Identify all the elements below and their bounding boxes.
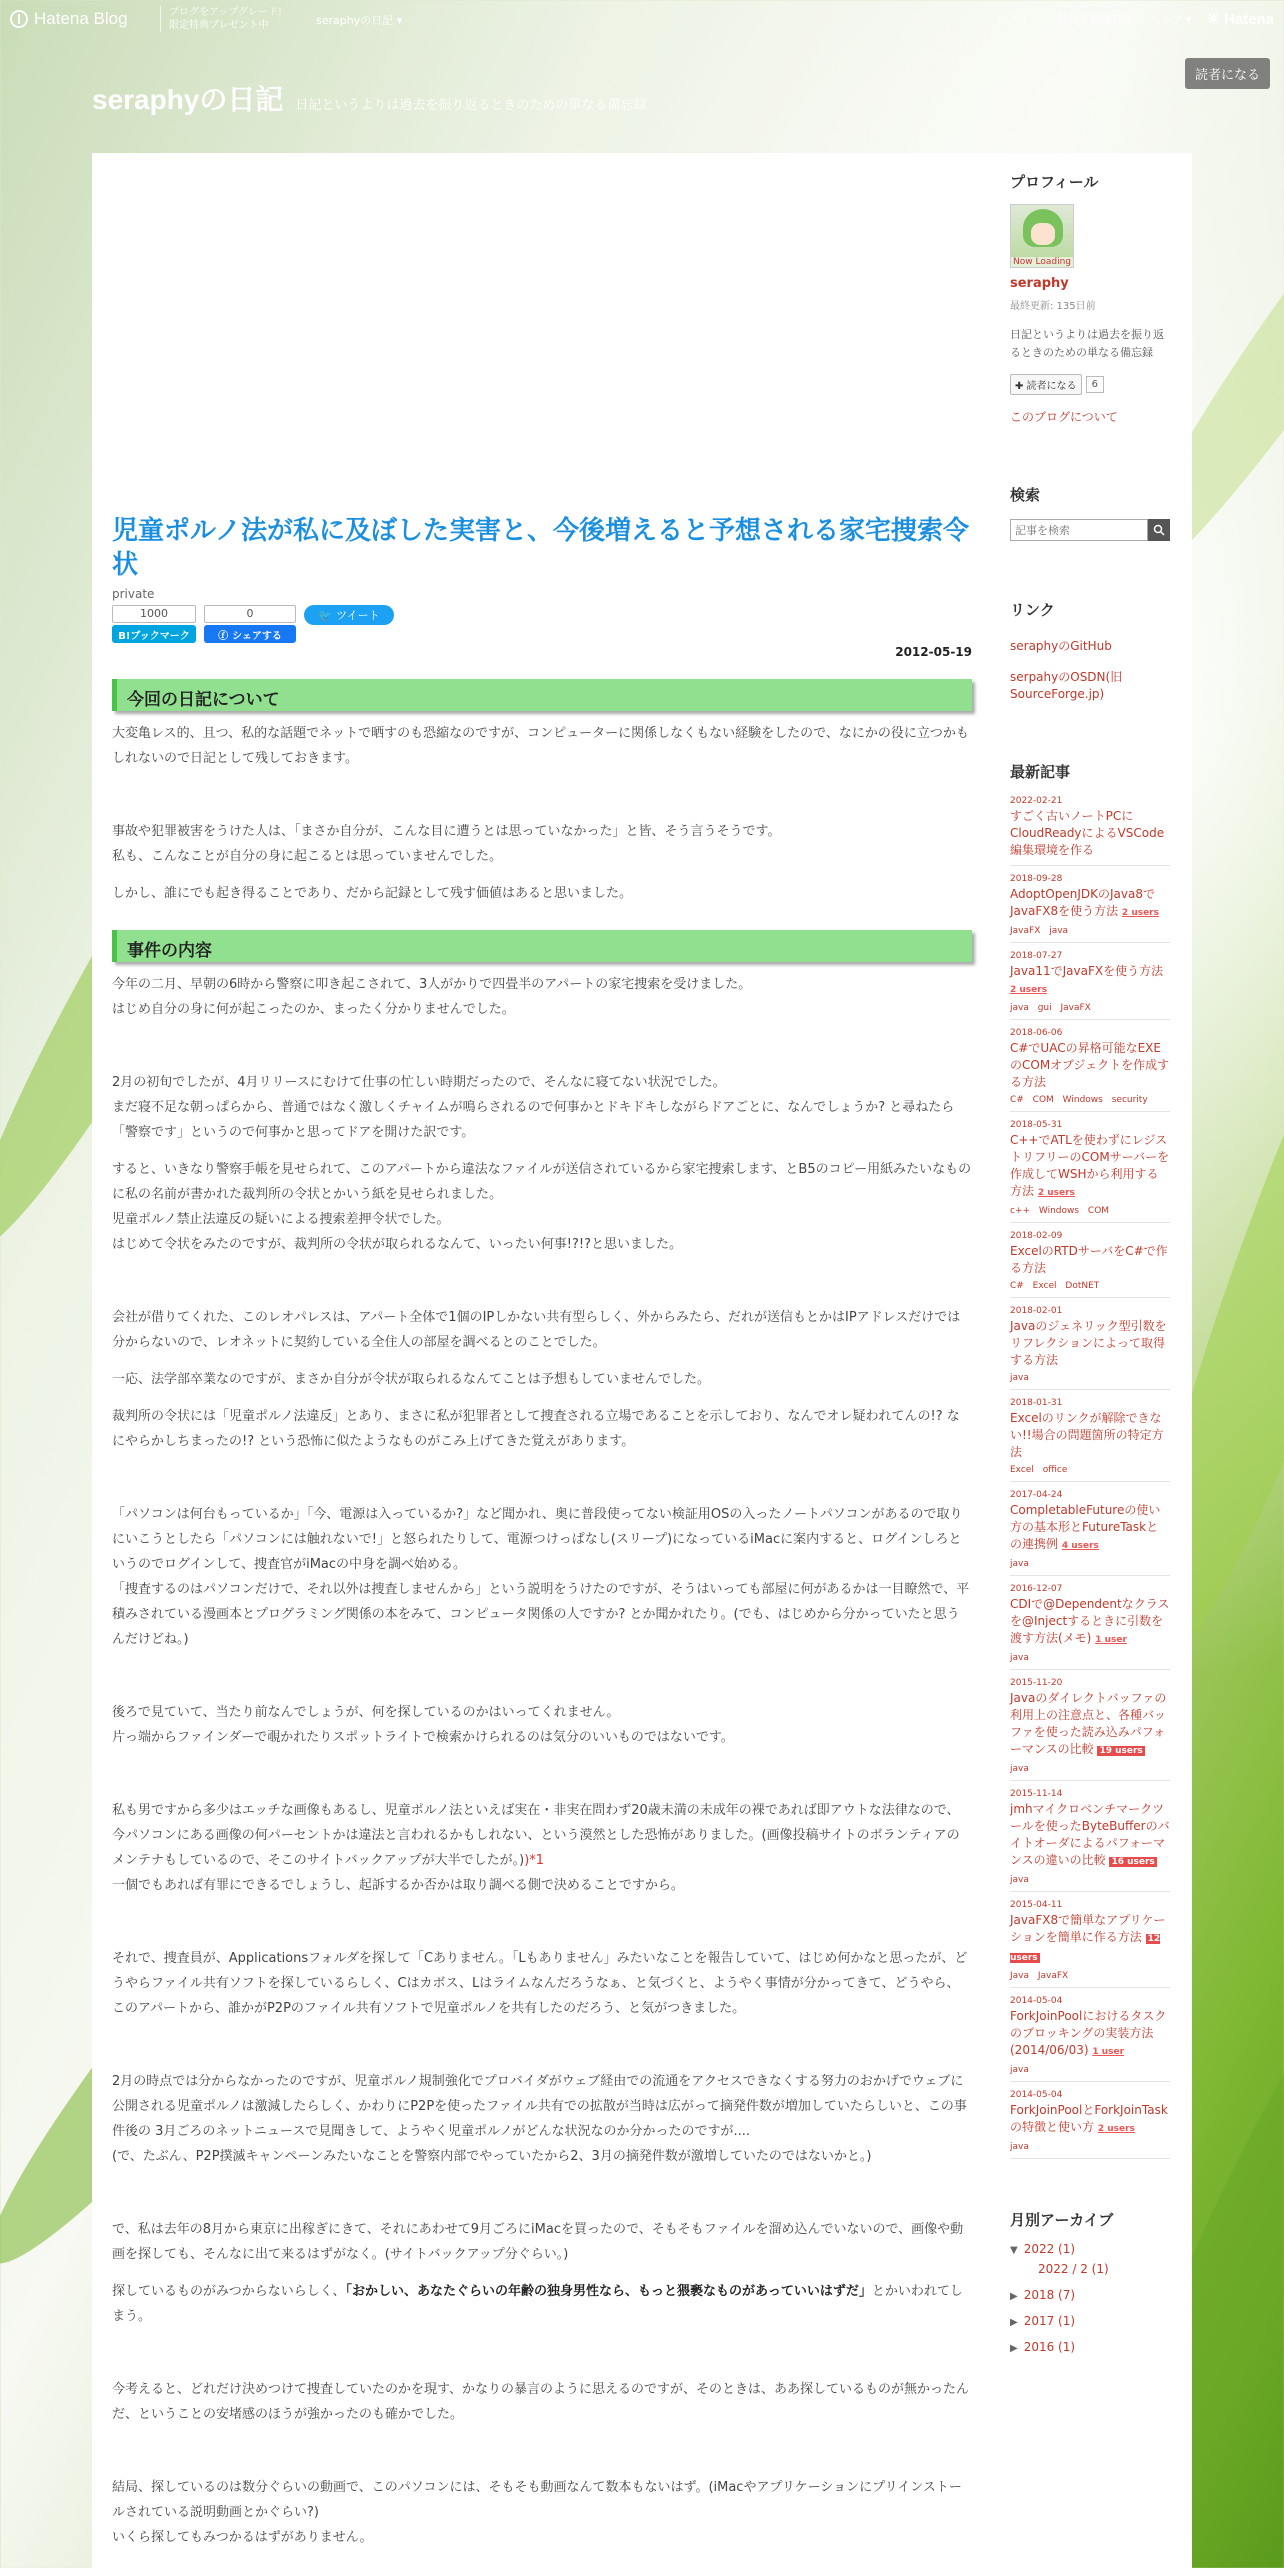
hatena-logo-icon (10, 10, 28, 28)
profile-name[interactable]: seraphy (1010, 276, 1069, 291)
archive-year[interactable]: ▶ 2018 (7) (1010, 2288, 1076, 2302)
recent-entry (1010, 1112, 1170, 1223)
entry-paragraph: 一応、法学部卒業なのですが、まさか自分が令状が取られるなんてことは予想もしていませんでした。 (112, 1372, 711, 1387)
link-github[interactable]: seraphyのGitHub (1010, 639, 1112, 653)
help-dropdown[interactable]: ヘルプ ▾ (1149, 13, 1192, 26)
search-heading: 検索 (1010, 486, 1041, 504)
hatena-menu[interactable] (1207, 10, 1274, 28)
bookmark-users[interactable]: 19 users (1099, 1746, 1143, 1756)
entry-paragraph: 結局、探しているのは数分ぐらいの動画で、このパソコンには、そもそも動画なんて数本もないはず。(iMacやアプリケーションにプリインストールされている説明動画とかぐらい?) いくら探してもみつかるはずがありません。 (112, 2480, 962, 2545)
recent-entry-title[interactable]: C++でATLを使わずにレジストリフリーのCOMサーバーを作成してWSHから利用する方法 2 users (1010, 1133, 1170, 1198)
promo-line-2: 限定特典プレゼント中 (169, 20, 269, 31)
avatar[interactable] (1010, 204, 1074, 268)
recent-entry-tags[interactable]: Excel office (1010, 1465, 1068, 1475)
entry-paragraph: 私も男ですから多少はエッチな画像もあるし、児童ポルノ法といえば実在・非実在問わず20歳未満の未成年の裸であれば即アウトな法律なので、今パソコンにある画像の何パーセントかは違法と言われるかもしれない、という漠然とした恐怖がありました。(画像投稿サイトのボランティアのメンテナもしているので、そこのサイトバックアップが大半でしたが。))*1 (112, 1803, 960, 1868)
section-heading: 今回の日記について (112, 679, 972, 711)
facebook-share (204, 605, 296, 643)
upgrade-promo[interactable] (160, 6, 282, 32)
recent-entry (1010, 1988, 1170, 2082)
entry-paragraph (112, 1034, 972, 1070)
entry-paragraph (112, 1466, 972, 1502)
recent-entry-date: 2018-07-27 (1010, 951, 1063, 961)
recent-entry-date: 2018-09-28 (1010, 874, 1063, 884)
archive-list (1010, 2242, 1170, 2354)
global-header (0, 0, 1284, 40)
recent-entry-tags[interactable]: java (1010, 1373, 1029, 1383)
follow-button[interactable]: 読者になる (1185, 58, 1270, 89)
recent-entry (1010, 1482, 1170, 1576)
entry-paragraph (112, 1762, 972, 1798)
avatar-face (1031, 223, 1055, 245)
recent-entry-date: 2014-05-04 (1010, 2090, 1063, 2100)
recent-entry (1010, 1892, 1170, 1988)
recent-entry-date: 2017-04-24 (1010, 1490, 1063, 1500)
recent-heading: 最新記事 (1010, 763, 1071, 781)
recent-entry-tags[interactable]: Java JavaFX (1010, 1971, 1069, 1981)
link-osdn[interactable]: serpahyのOSDN(旧SourceForge.jp) (1010, 670, 1123, 701)
sidebar (1010, 153, 1170, 2354)
recent-entry-date: 2022-02-21 (1010, 796, 1063, 806)
recent-entry-title[interactable]: CompletableFutureの使い方の基本形とFutureTaskとの連携例 4 users (1010, 1503, 1161, 1551)
recent-entry (1010, 1223, 1170, 1298)
entry-paragraph (112, 1664, 972, 1700)
archive-year[interactable]: ▼ 2022 (1) (1010, 2242, 1076, 2256)
triangle-right-icon[interactable]: ▶ (1010, 2291, 1018, 2302)
entry-paragraph: で、私は去年の8月から東京に出稼ぎにきて、それにあわせて9月ごろにiMacを買ったので、そもそもファイルを溜め込んでいないので、画像や動画を探しても、そんなに出て来るはずがなく。(サイトバックアップ分ぐらい。) (112, 2222, 964, 2262)
entry-category[interactable]: private (112, 587, 155, 601)
recent-entry (1010, 1670, 1170, 1781)
section-heading: 事件の内容 (112, 930, 972, 962)
recent-entry (1010, 788, 1170, 866)
recent-entry-date: 2018-02-01 (1010, 1306, 1063, 1316)
recent-entry (1010, 943, 1170, 1020)
twitter-icon: 🐦 (318, 608, 333, 622)
recent-entry (1010, 1390, 1170, 1482)
bookmark-users[interactable]: 12 users (1010, 1934, 1161, 1963)
recent-entry-date: 2015-11-20 (1010, 1678, 1063, 1688)
archive-month[interactable]: 2022 / 2 (1) (1038, 2262, 1109, 2276)
recent-entry-tags[interactable]: c++ Windows COM (1010, 1206, 1110, 1216)
bookmark-users[interactable]: 2 users (1010, 985, 1048, 995)
entry-paragraph: 大変亀レス的、且つ、私的な話題でネットで晒すのも恐縮なのですが、コンピューターに関係しなくもない経験をしたので、なにかの役に立つかもしれないので日記として残しておきます。 (112, 726, 969, 766)
entry-paragraph (112, 1269, 972, 1305)
triangle-right-icon[interactable]: ▶ (1010, 2343, 1018, 2354)
recent-entry-tags[interactable]: java (1010, 2142, 1029, 2152)
about-blog-link[interactable]: このブログについて (1010, 410, 1118, 424)
recent-entry-date: 2014-05-04 (1010, 1996, 1063, 2006)
recent-entry-date: 2018-02-09 (1010, 1231, 1063, 1241)
brand-label: Hatena Blog (34, 9, 128, 28)
recent-entry-tags[interactable]: java gui JavaFX (1010, 1003, 1091, 1013)
recent-entry-tags[interactable]: JavaFX java (1010, 926, 1069, 936)
entry-paragraph: 2月の初旬でしたが、4月リリースにむけて仕事の忙しい時期だったので、そんなに寝てない状況でした。 まだ寝不足な朝っぱらから、普通ではなく激しくチャイムが鳴らされるので何事かとドキドキしながらドアごとに、なんでしょうか? と尋ねたら「警察です」というので何事かと思ってドアを開けた訳です。 (112, 1075, 955, 1140)
entry-paragraph (112, 1910, 972, 1946)
header-right-menu (997, 10, 1274, 28)
entry-paragraph (112, 783, 972, 819)
entry-paragraph: 今考えると、どれだけ決めつけて捜査していたのかを現す、かなりの暴言のように思えるのですが、そのときは、ああ探しているものが無かったんだ、ということの安堵感のほうが強かったのも確かでした。 (112, 2382, 969, 2422)
recent-entry-tags[interactable]: C# Excel DotNET (1010, 1281, 1100, 1291)
entry-paragraph: 事故や犯罪被害をうけた人は、「まさか自分が、こんな目に遭うとは思っていなかった」と皆、そう言うそうです。 私も、こんなことが自分の身に起こるとは思っていませんでした。 (112, 824, 781, 864)
links-heading: リンク (1010, 601, 1055, 619)
entry-paragraph: 会社が借りてくれた、このレオパレスは、アパート全体で1個のIPしかない共有型らしく、外からみたら、だれが送信もとかはIPアドレスだけでは分からないので、レオネットに契約している全住人の部屋を調べるとのことでした。 (112, 1310, 961, 1350)
recent-entry (1010, 866, 1170, 943)
recent-entry-title[interactable]: Excelのリンクが解除できない!!場合の問題箇所の特定方法 (1010, 1411, 1164, 1459)
search-icon (1153, 524, 1165, 536)
last-update: 最終更新: 135日前 (1010, 301, 1096, 312)
archive-year[interactable]: ▶ 2017 (1) (1010, 2314, 1076, 2328)
entry-paragraph: 2月の時点では分からなかったのですが、児童ポルノ規制強化でプロバイダがウェブ経由での流通をアクセスできなくする努力のおかげでウェブに公開される児童ポルノは激減したらしく、かわりにP2Pを使ったファイル共有での拡散が当時は広がって摘発件数が増加していたらしいと、この事件後の 3月ごろのネットニュースで見聞きして、ようやく児童ポルノがどんな状況なのか分かったのですが.... (で、たぶん、P2P撲滅キャンペーンみたいなことを警察内部でやっていたから2、3月の摘発件数が激増していたのではないかと。) (112, 2074, 967, 2164)
recent-entry-date: 2016-12-07 (1010, 1584, 1063, 1594)
search-input[interactable] (1010, 519, 1148, 541)
recent-entry-tags[interactable]: java (1010, 1653, 1029, 1663)
triangle-down-icon[interactable]: ▼ (1010, 2245, 1018, 2256)
tweet-label: ツイート (336, 609, 380, 622)
recent-entry (1010, 2082, 1170, 2159)
recent-entry-tags[interactable]: java (1010, 1559, 1029, 1569)
blog-description: 日記というよりは過去を振り返るときのための単なる備忘録 (295, 98, 647, 113)
bookmark-users[interactable]: 16 users (1111, 1857, 1155, 1867)
facebook-icon: ⓕ (218, 630, 229, 642)
tweet-button[interactable] (304, 605, 394, 625)
blog-menu-dropdown[interactable]: seraphyの日記 ▾ (316, 14, 403, 27)
facebook-count: 0 (204, 605, 296, 623)
recent-entries (1010, 788, 1170, 2159)
recent-entry-title[interactable]: Javaのジェネリック型引数をリフレクションによって取得する方法 (1010, 1319, 1167, 1367)
recent-entry (1010, 1781, 1170, 1892)
bookmark-users[interactable]: 1 user (1095, 1635, 1127, 1645)
entry-paragraph: 後ろで見ていて、当たり前なんでしょうが、何を探しているのかはいってくれません。 片っ端からファインダーで覗かれたりスポットライトで検索かけられるのは気分のいいものではないです。 (112, 1705, 734, 1745)
login-link[interactable]: ログイン (996, 13, 1041, 26)
entry-paragraph: それで、捜査員が、Applicationsフォルダを探して「Cありません。「Lもありません」みたいなことを報告していて、はじめ何かなと思ったが、どうやらファイル共有ソフトを探しているらしく、Cはカボス、Lはライムなんだろうなぁ、と気づくと、ようやく事情が分かってきて、どうやら、このアパートから、誰かがP2Pのファイル共有ソフトで児童ポルノを共有したのだろう、と気がつきました。 (112, 1951, 968, 2016)
recent-entry-title[interactable]: ExcelのRTDサーバをC#で作る方法 (1010, 1244, 1168, 1275)
hatebu-share (112, 605, 196, 643)
archive-year[interactable]: ▶ 2016 (1) (1010, 2340, 1076, 2354)
entry-paragraph: すると、いきなり警察手帳を見せられて、このアパートから違法なファイルが送信されているから家宅捜索します、とB5のコピー用紙みたいなものに私の名前が書かれた裁判所の令状とかいう紙を見せられました。 児童ポルノ禁止法違反の疑いによる捜索差押令状でした。 はじめて令状をみたのですが、裁判所の令状が取られるなんて、いったい何事!?!?と思いました。 (112, 1162, 972, 1252)
entry-paragraph: 裁判所の令状には「児童ポルノ法違反」とあり、まさに私が犯罪者として捜査される立場であることを示しており、なんでオレ疑われてんの!? なにやらかしちまったの!? という恐怖に似たようなものがこみ上げてきた覚えがあります。 (112, 1409, 960, 1449)
recent-entry-title[interactable]: すごく古いノートPCにCloudReadyによるVSCode編集環境を作る (1010, 809, 1165, 857)
entry-paragraph (112, 2341, 972, 2377)
recent-entry-title[interactable]: Javaのダイレクトバッファの利用上の注意点と、各種バッファを使った読み込みパフォーマンスの比較 19 users (1010, 1691, 1167, 1756)
signup-link[interactable]: 無料で新規登録 (1056, 13, 1134, 26)
recent-entry-date: 2015-11-14 (1010, 1789, 1063, 1799)
main-column (112, 153, 972, 2562)
facebook-share-label: シェアする (232, 630, 282, 642)
hatena-star-icon: ✳ (1207, 11, 1220, 28)
bookmark-users[interactable]: 4 users (1061, 1541, 1099, 1551)
recent-entry-date: 2018-06-06 (1010, 1028, 1063, 1038)
bookmark-users[interactable]: 2 users (1097, 2124, 1135, 2134)
entry-paragraph: 一個でもあれば有罪にできるでしょうし、起訴するか否かは取り調べる側で決めることですから。 (112, 1878, 684, 1893)
recent-entry-tags[interactable]: C# COM Windows security (1010, 1095, 1148, 1105)
triangle-right-icon[interactable]: ▶ (1010, 2317, 1018, 2328)
footnote-link[interactable]: )*1 (524, 1853, 545, 1868)
recent-entry-title[interactable]: Java11でJavaFXを使う方法 2 users (1010, 964, 1164, 995)
recent-entry-title[interactable]: C#でUACの昇格可能なEXEのCOMオブジェクトを作成する方法 (1010, 1041, 1170, 1089)
reader-row (1010, 374, 1170, 395)
recent-entry-title[interactable]: JavaFX8で簡単なアプリケーションを簡単に作る方法 12 users (1010, 1913, 1166, 1963)
hatena-label: Hatena (1223, 10, 1274, 28)
search-button[interactable] (1148, 519, 1170, 541)
entry-paragraph: 探しているものがみつからないらしく、「おかしい、あなたぐらいの年齢の独身男性なら、もっと猥褻なものがあっていいはずだ」とかいわれてしまう。 (112, 2284, 963, 2324)
entry-paragraph: しかし、誰にでも起き得ることであり、だから記録として残す価値はあると思いました。 (112, 886, 633, 901)
recent-entry-title[interactable]: ForkJoinPoolとForkJoinTaskの特徴と使い方 2 users (1010, 2103, 1168, 2134)
recent-entry-tags[interactable]: java (1010, 1875, 1029, 1885)
entry-date[interactable]: 2012-05-19 (895, 645, 972, 659)
recent-entry-title[interactable]: AdoptOpenJDKのJava8でJavaFX8を使う方法 2 users (1010, 887, 1159, 918)
recent-entry-title[interactable]: ForkJoinPoolにおけるタスクのブロッキングの実装方法 (2014/06/03) 1 user (1010, 2009, 1167, 2057)
recent-entry (1010, 1298, 1170, 1390)
emphasis-text: 「おかしい、あなたぐらいの年齢の独身男性なら、もっと猥褻なものがあっていいはずだ」 (345, 2284, 872, 2299)
search-form (1010, 519, 1170, 541)
recent-entry (1010, 1576, 1170, 1670)
entry-paragraph (112, 2439, 972, 2475)
hatebu-button[interactable]: B!ブックマーク (112, 625, 196, 643)
bookmark-users[interactable]: 2 users (1037, 1188, 1075, 1198)
archive-heading: 月別アーカイブ (1010, 2211, 1114, 2229)
content-card (92, 153, 1192, 2568)
promo-line-1: ブログをアップグレード! (169, 7, 283, 18)
bookmark-users[interactable]: 1 user (1092, 2047, 1125, 2057)
recent-entry-date: 2018-01-31 (1010, 1398, 1063, 1408)
profile-heading: プロフィール (1010, 173, 1099, 191)
recent-entry-tags[interactable]: java (1010, 1764, 1029, 1774)
reader-count: 6 (1086, 376, 1104, 393)
recent-entry-date: 2018-05-31 (1010, 1120, 1063, 1130)
profile-description: 日記というよりは過去を振り返るときのための単なる備忘録 (1010, 328, 1164, 359)
entry-body (112, 679, 972, 2550)
facebook-share-button[interactable] (204, 625, 296, 643)
entry-paragraph (112, 2033, 972, 2069)
blog-title[interactable]: seraphyの日記 (92, 84, 284, 115)
entry-title[interactable]: 児童ポルノ法が私に及ぼした実害と、今後増えると予想される家宅捜索令状 (112, 515, 969, 579)
hatena-blog-logo[interactable] (10, 9, 128, 29)
ad-space (112, 153, 972, 513)
hatebu-count[interactable]: 1000 (112, 605, 196, 623)
bookmark-users[interactable]: 2 users (1121, 908, 1159, 918)
share-buttons (112, 605, 972, 643)
avatar-caption: Now Loading (1011, 257, 1073, 267)
entry-paragraph (112, 2181, 972, 2217)
recent-entry-title[interactable]: jmhマイクロベンチマークツールを使ったByteBufferのバイトオーダによるパフォーマンスの違いの比較 16 users (1010, 1802, 1170, 1867)
recent-entry-date: 2015-04-11 (1010, 1900, 1063, 1910)
sidebar-follow-button[interactable]: ✚ 読者になる (1010, 374, 1082, 395)
recent-entry-title[interactable]: CDIで@Dependentなクラスを@Injectするときに引数を渡す方法(メモ) 1 user (1010, 1597, 1170, 1645)
entry-paragraph: 「パソコンは何台もっているか」「今、電源は入っているか?」など聞かれ、奥に普段使ってない検証用OSの入ったノートパソコンがあるので取りにいこうとしたら「パソコンには触れないで!」と怒られたりして、電源つけっぱなし(スリープ)になっているiMacに案内すると、ログインしろというのでログインして、捜査官がiMacの中身を調べ始める。 「捜査するのはパソコンだけで、それ以外は捜査しませんから」という説明をうけたのですが、そうはいっても部屋に何があるかは一目瞭然で、平積みされている漫画本とプログラミング関係の本をみて、コンピュータ関係の人ですか? とか聞かれたり。(でも、はじめから分かっていたと思うんだけどね。) (112, 1507, 970, 1647)
blog-header (92, 78, 646, 118)
recent-entry (1010, 1020, 1170, 1112)
entry-paragraph: 今年の二月、早朝の6時から警察に叩き起こされて、3人がかりで四畳半のアパートの家宅捜索を受けました。 はじめ自分の身に何が起こったのか、まったく分かりませんでした。 (112, 977, 752, 1017)
recent-entry-tags[interactable]: java (1010, 2065, 1029, 2075)
